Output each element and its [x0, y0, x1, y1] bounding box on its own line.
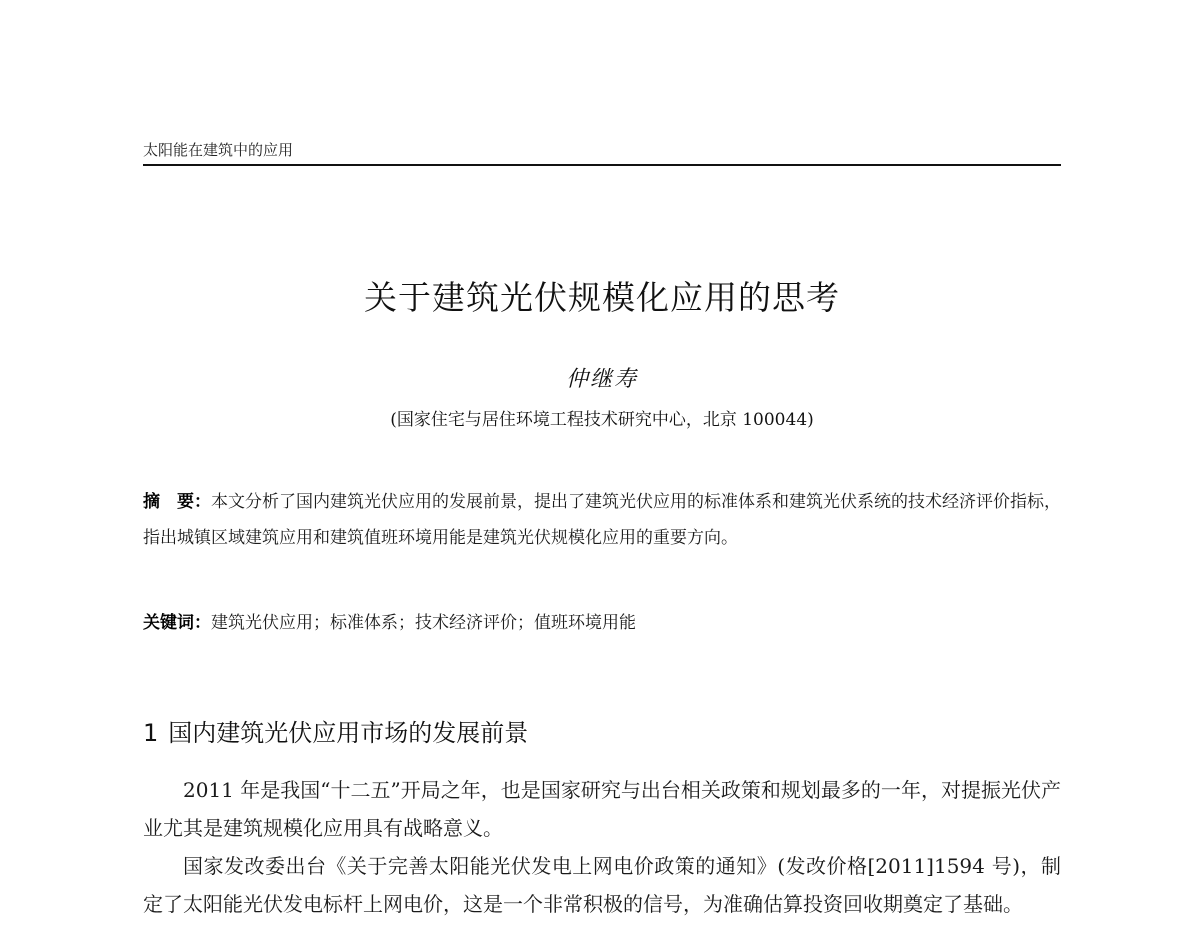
- section-title: 国内建筑光伏应用市场的发展前景: [168, 719, 529, 747]
- keywords: [143, 608, 1061, 633]
- body-paragraph: 国家发改委出台《关于完善太阳能光伏发电上网电价政策的通知》(发改价格[2011]1594 号)，制定了太阳能光伏发电标杆上网电价，这是一个非常积极的信号，为准确估算投资回收期奠定了基础。: [143, 854, 1061, 916]
- abstract: [143, 484, 1061, 556]
- article-title: 关于建筑光伏规模化应用的思考: [364, 278, 840, 317]
- author-name: 仲继寿: [565, 367, 638, 392]
- abstract-text: 本文分析了国内建筑光伏应用的发展前景，提出了建筑光伏应用的标准体系和建筑光伏系统的技术经济评价指标，指出城镇区域建筑应用和建筑值班环境用能是建筑光伏规模化应用的重要方向。: [143, 492, 1061, 548]
- running-header: 太阳能在建筑中的应用: [143, 141, 294, 159]
- keywords-label: 关键词：: [143, 613, 211, 633]
- keywords-text: 建筑光伏应用；标准体系；技术经济评价；值班环境用能: [211, 613, 636, 633]
- abstract-label: 摘 要：: [143, 492, 211, 512]
- section-body: [143, 771, 1061, 923]
- header-rule: [143, 164, 1061, 166]
- section-heading: [143, 713, 528, 748]
- section-number: 1: [143, 719, 159, 747]
- body-paragraph: 2011 年是我国“十二五”开局之年，也是国家研究与出台相关政策和规划最多的一年，对提振光伏产业尤其是建筑规模化应用具有战略意义。: [143, 778, 1061, 840]
- author-affiliation: (国家住宅与居住环境工程技术研究中心，北京 100044): [390, 410, 814, 430]
